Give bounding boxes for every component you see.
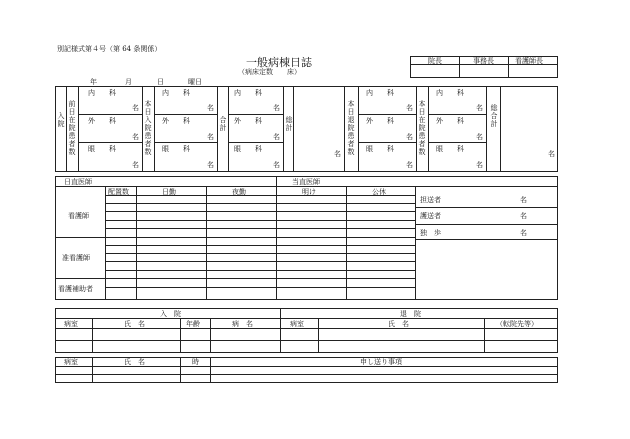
day-doctor-label: 日直医師 xyxy=(64,178,92,186)
date-day: 日 xyxy=(157,78,164,86)
unit: 名 xyxy=(406,161,413,169)
approval-head-nurse: 看護師長 xyxy=(515,57,543,65)
dept-ophthalmology: 眼 科 xyxy=(88,145,116,153)
unit: 名 xyxy=(520,212,527,220)
unit: 名 xyxy=(132,161,139,169)
dept-internal: 内 科 xyxy=(234,89,262,97)
walking-label: 独 歩 xyxy=(420,229,441,237)
dept-internal: 内 科 xyxy=(162,89,190,97)
unit: 名 xyxy=(207,104,214,112)
dis-col-name: 氏 名 xyxy=(388,320,409,328)
unit: 名 xyxy=(334,150,341,158)
discharge-label: 退 院 xyxy=(400,310,421,318)
unit: 名 xyxy=(548,150,555,158)
dept-surgery: 外 科 xyxy=(162,117,190,125)
dept-internal: 内 科 xyxy=(436,89,464,97)
col-day-off: 公休 xyxy=(372,188,386,196)
ho-col-notes: 申し送り事項 xyxy=(360,358,402,366)
dis-col-room: 病室 xyxy=(290,320,304,328)
unit: 名 xyxy=(273,161,280,169)
admit-label: 入院 xyxy=(57,112,65,128)
dept-ophthalmology: 眼 科 xyxy=(366,145,394,153)
date-month: 月 xyxy=(125,78,132,86)
ho-col-time: 時 xyxy=(192,358,199,366)
dept-internal: 内 科 xyxy=(366,89,394,97)
unit: 名 xyxy=(132,104,139,112)
today-discharges-label: 本日退院患者数 xyxy=(347,100,355,156)
admit-total-label: 総計 xyxy=(285,116,293,132)
prev-day-inpatients-label: 前日在院患者数 xyxy=(68,100,76,156)
unit: 名 xyxy=(132,133,139,141)
unit: 名 xyxy=(406,133,413,141)
unit: 名 xyxy=(520,196,527,204)
approval-director: 院長 xyxy=(428,57,442,65)
unit: 名 xyxy=(476,133,483,141)
dept-surgery: 外 科 xyxy=(436,117,464,125)
adm-col-age: 年齢 xyxy=(186,320,200,328)
date-weekday: 曜日 xyxy=(188,78,202,86)
form-subtitle: （病床定数 床） xyxy=(238,68,301,76)
col-after-night: 明け xyxy=(302,188,316,196)
night-doctor-label: 当直医師 xyxy=(292,178,320,186)
unit: 名 xyxy=(520,229,527,237)
approval-admin: 事務長 xyxy=(473,57,494,65)
dept-internal: 内 科 xyxy=(88,89,116,97)
escort-label: 担送者 xyxy=(420,196,441,204)
assoc-nurse-label: 准看護師 xyxy=(62,254,90,262)
unit: 名 xyxy=(476,161,483,169)
unit: 名 xyxy=(476,104,483,112)
col-night-shift: 夜勤 xyxy=(232,188,246,196)
nurse-label: 看護師 xyxy=(68,212,89,220)
col-day-shift: 日勤 xyxy=(162,188,176,196)
unit: 名 xyxy=(406,104,413,112)
admission-discharge-section xyxy=(55,308,558,353)
unit: 名 xyxy=(273,133,280,141)
form-title: 一般病棟日誌 xyxy=(246,56,312,69)
form-reference: 別記様式第４号（第 64 条関係） xyxy=(57,45,162,53)
admit-sum-label: 合計 xyxy=(219,116,227,132)
adm-col-room: 病室 xyxy=(64,320,78,328)
dept-ophthalmology: 眼 科 xyxy=(436,145,464,153)
date-year: 年 xyxy=(90,78,97,86)
ho-col-name: 氏 名 xyxy=(124,358,145,366)
aide-label: 看護補助者 xyxy=(58,285,93,293)
today-admissions-label: 本日入院患者数 xyxy=(144,100,152,156)
unit: 名 xyxy=(207,161,214,169)
unit: 名 xyxy=(207,133,214,141)
adm-col-name: 氏 名 xyxy=(124,320,145,328)
dept-surgery: 外 科 xyxy=(234,117,262,125)
adm-col-disease: 病 名 xyxy=(232,320,253,328)
admission-label: 入 院 xyxy=(160,310,181,318)
guarded-label: 護送者 xyxy=(420,212,441,220)
dept-surgery: 外 科 xyxy=(366,117,394,125)
dept-surgery: 外 科 xyxy=(88,117,116,125)
dept-ophthalmology: 眼 科 xyxy=(234,145,262,153)
unit: 名 xyxy=(273,104,280,112)
ho-col-room: 病室 xyxy=(64,358,78,366)
census-section xyxy=(55,86,558,172)
col-assigned: 配置数 xyxy=(108,188,129,196)
grand-total-label: 総合計 xyxy=(490,104,498,128)
today-inpatients-label: 本日在院患者数 xyxy=(418,100,426,156)
dept-ophthalmology: 眼 科 xyxy=(162,145,190,153)
dis-col-transfer: （転院先等） xyxy=(496,320,538,328)
